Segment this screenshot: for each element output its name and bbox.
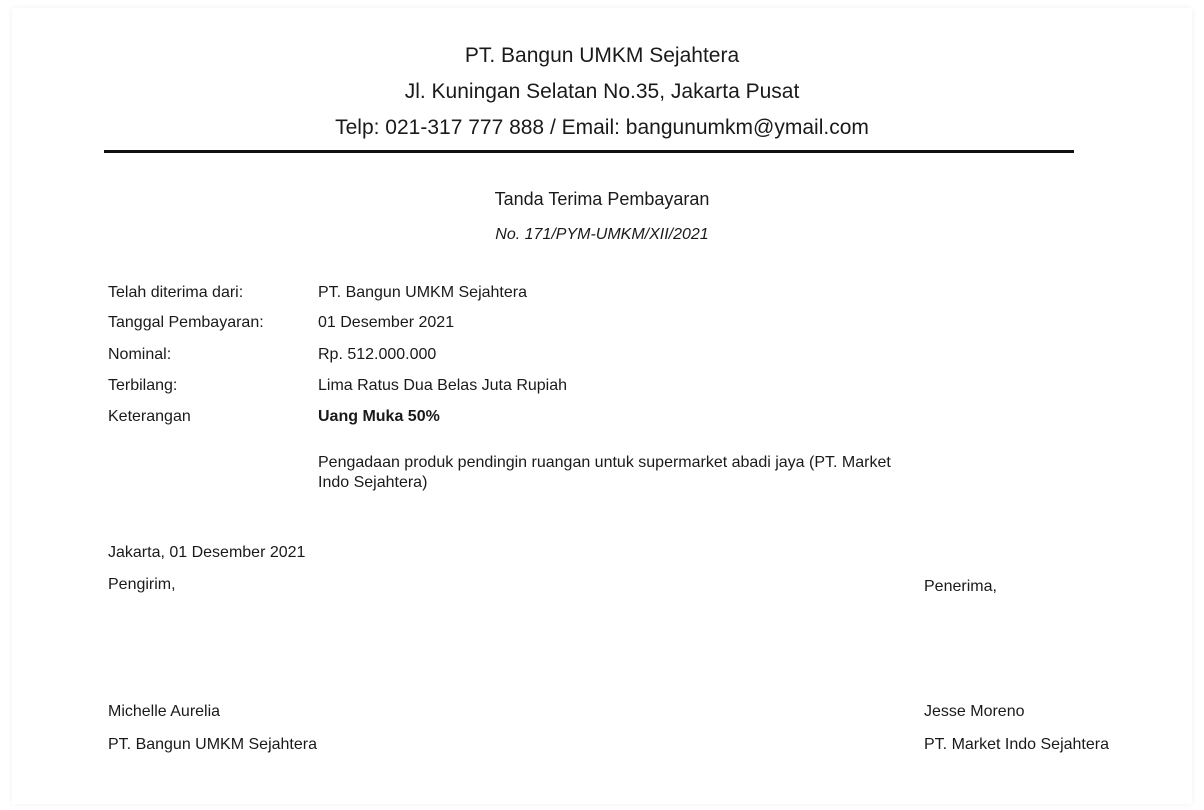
receiver-company: PT. Market Indo Sejahtera (924, 736, 1109, 753)
field-value-payment-date: 01 Desember 2021 (318, 314, 455, 331)
field-label-amount: Nominal: (108, 346, 172, 363)
field-value-notes: Uang Muka 50% (318, 408, 440, 425)
document-title: Tanda Terima Pembayaran (494, 189, 710, 209)
place-date: Jakarta, 01 Desember 2021 (108, 544, 306, 561)
payment-description: Pengadaan produk pendingin ruangan untuk supermarket abadi jaya (PT. Market Indo Sejahtera) (318, 454, 891, 491)
document-number: No. 171/PYM-UMKM/XII/2021 (495, 226, 709, 243)
sender-company: PT. Bangun UMKM Sejahtera (108, 736, 317, 753)
field-value-received-from: PT. Bangun UMKM Sejahtera (318, 284, 527, 301)
receiver-name: Jesse Moreno (924, 703, 1025, 720)
field-label-received-from: Telah diterima dari: (108, 284, 244, 301)
letterhead-address: Jl. Kuningan Selatan No.35, Jakarta Pusat (404, 80, 800, 103)
field-value-amount-in-words: Lima Ratus Dua Belas Juta Rupiah (318, 377, 568, 394)
field-label-amount-in-words: Terbilang: (108, 377, 178, 394)
field-value-amount: Rp. 512.000.000 (318, 346, 437, 363)
letterhead-contact: Telp: 021-317 777 888 / Email: bangunumkm@ymail.com (335, 116, 869, 139)
field-label-payment-date: Tanggal Pembayaran: (108, 314, 264, 331)
field-label-notes: Keterangan (108, 408, 191, 425)
letterhead-divider (104, 150, 1074, 153)
letterhead-company: PT. Bangun UMKM Sejahtera (464, 44, 740, 67)
receipt-page (12, 8, 1192, 804)
sender-role: Pengirim, (108, 576, 176, 593)
sender-name: Michelle Aurelia (108, 703, 221, 720)
receiver-role: Penerima, (924, 578, 997, 595)
